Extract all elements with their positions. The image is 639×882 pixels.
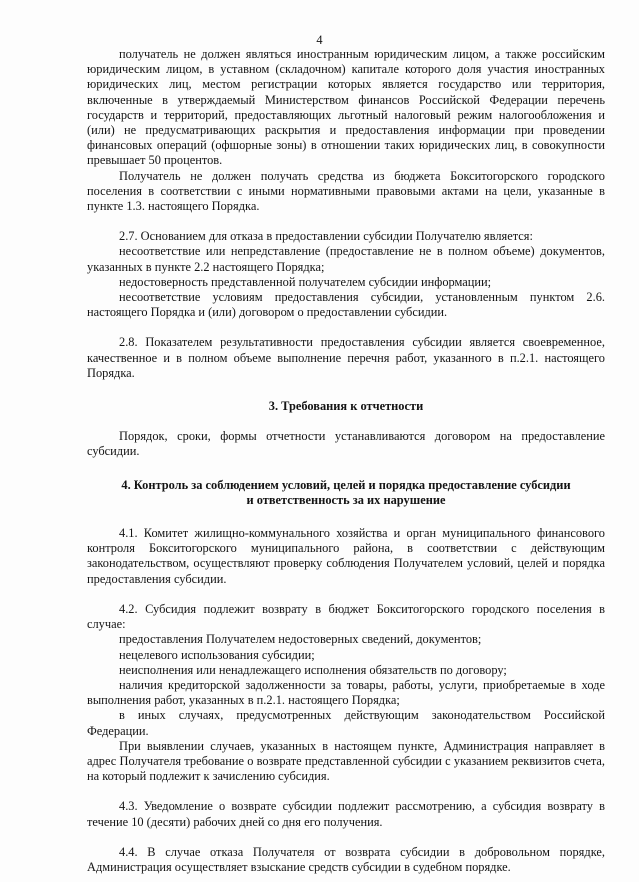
paragraph-foreign-entity-requirement: получатель не должен являться иностранным юридическим лицом, а также российским юридическим лицом, в уставном (складочном) капитале которого доля участия иностранных юридических лиц, местом регистрации которых является государство или территория, включенные в утверждаемый Министерством финансов Российской Федерации перечень государств и территорий, предоставляющих льготный налоговый режим налогообложения и (или) не предусматривающих раскрытия и предоставления информации при проведении финансовых операций (офшорные зоны) в отношении таких юридических лиц, в совокупности превышает 50 процентов. (87, 47, 605, 168)
page-number: 4 (316, 33, 323, 47)
clause-2-8: 2.8. Показателем результативности предоставления субсидии является своевременное, качественное и в полном объеме выполнение перечня работ, указанного в п.2.1. настоящего Порядка. (87, 335, 605, 380)
clause-2-7-item: несоответствие условиям предоставления субсидии, установленным пунктом 2.6. настоящего Порядка и (или) договором о предоставлении субсидии. (87, 290, 605, 320)
clause-4-2-item: наличия кредиторской задолженности за товары, работы, услуги, приобретаемые в ходе выполнения работ, указанных в п.2.1. настоящего Порядка; (87, 677, 605, 708)
clause-2-7-lead: 2.7. Основанием для отказа в предоставлении субсидии Получателю является: (119, 229, 533, 244)
clause-4-1: 4.1. Комитет жилищно-коммунального хозяйства и орган муниципального финансового контроля Бокситогорского муниципального района, в соответствии с действующим законодательством, осуществляют проверку соблюдения Получателем условий, целей и порядка предоставления субсидии. (87, 526, 605, 586)
paragraph-budget-funds-requirement: Получатель не должен получать средства из бюджета Бокситогорского городского поселения в соответствии с иными нормативными правовыми актами на цели, указанные в пункте 1.3. настоящего Порядка. (87, 168, 605, 214)
clause-2-7-item: недостоверность представленной получателем субсидии информации; (119, 274, 492, 289)
clause-4-2-lead: 4.2. Субсидия подлежит возврату в бюджет Бокситогорского городского поселения в случае: (87, 601, 605, 632)
clause-4-2-item: предоставления Получателем недостоверных сведений, документов; (119, 632, 482, 647)
section-3-heading: 3. Требования к отчетности (268, 399, 424, 414)
clause-4-4: 4.4. В случае отказа Получателя от возврата субсидии в добровольном порядке, Администрация осуществляет взыскание средств субсидии в судебном порядке. (87, 844, 605, 874)
clause-4-2-item: в иных случаях, предусмотренных действующим законодательством Российской Федерации. (87, 708, 605, 738)
clause-4-2-item: нецелевого использования субсидии; (119, 647, 315, 662)
clause-4-2-closing: При выявлении случаев, указанных в настоящем пункте, Администрация направляет в адрес Получателя требование о возврате представленной субсидии с указанием реквизитов счета, на который подлежит к зачислению субсидия. (87, 738, 605, 784)
clause-4-3: 4.3. Уведомление о возврате субсидии подлежит рассмотрению, а субсидия возврату в течение 10 (десяти) рабочих дней со дня его получения. (87, 799, 605, 829)
section-4-heading-line1: 4. Контроль за соблюдением условий, целей и порядка предоставление субсидии (121, 477, 571, 492)
section-4-heading-line2: и ответственность за их нарушение (246, 492, 446, 507)
section-3-text: Порядок, сроки, формы отчетности устанавливаются договором на предоставление субсидии. (87, 429, 605, 459)
document-body (87, 47, 605, 875)
clause-4-2-item: неисполнения или ненадлежащего исполнения обязательств по договору; (119, 662, 507, 677)
clause-2-7-item: несоответствие или непредставление (предоставление не в полном объеме) документов, указанных в пункте 2.2 настоящего Порядка; (87, 244, 605, 274)
